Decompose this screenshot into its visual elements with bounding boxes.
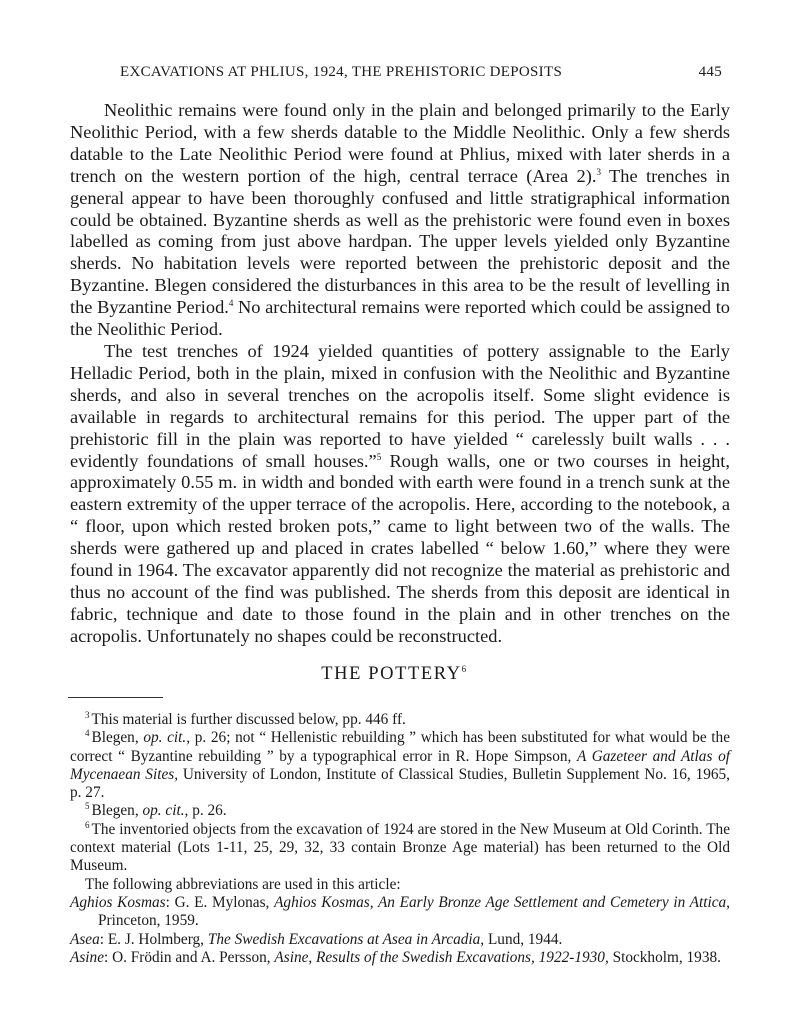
abbreviation-entry [70, 931, 730, 949]
footnote-text: , p. 26; not “ Hellenistic rebuilding ” which has been substituted for what would be the correct “ Byzantine rebuilding ” by a typographical error in R. Hope Simpson, [70, 729, 730, 765]
footnote-italic: A Gazeteer and Atlas of Mycenaean Sites, [70, 747, 730, 783]
footnote-number: 6 [85, 819, 90, 830]
footnote-6 [70, 821, 730, 876]
footnote-number: 3 [85, 709, 90, 720]
abbreviation-title: Aghios Kosmas, An Early Bronze Age Settlement and Cemetery in Attica, [274, 893, 730, 911]
paragraph-text: Rough walls, one or two courses in height, approximately 0.55 m. in width and bonded with earth were found in a trench sunk at the eastern extremity of the upper terrace of the acropolis. Here, according to the notebook, a “ floor, upon which rested broken pots,” came to light between two of the walls. The sherds were gathered up and placed in crates labelled “ below 1.60,” where they were found in 1964. The excavator apparently did not recognize the material as prehistoric and thus no account of the find was published. The sherds from this deposit are identical in fabric, technique and date to those found in the plain and in other trenches on the acropolis. Unfortunately no shapes could be reconstructed. [70, 450, 730, 646]
abbreviation-title: The Swedish Excavations at Asea in Arcadia, [207, 930, 485, 948]
abbreviation-entry [70, 949, 730, 967]
section-heading [0, 664, 789, 685]
footnote-text: , p. 26. [184, 802, 227, 820]
abbreviation-text: : G. E. Mylonas, [165, 893, 275, 911]
abbreviation-text: Princeton, 1959. [98, 912, 199, 930]
footnote-number: 4 [85, 728, 90, 739]
abbreviation-key: Asine [70, 948, 104, 966]
footnote-text: Blegen, [91, 802, 143, 820]
section-heading-text: THE POTTERY [321, 664, 462, 684]
abbreviation-text: Stockholm, 1938. [608, 948, 721, 966]
abbreviation-title: Asine, Results of the Swedish Excavations, 1922-1930, [274, 948, 609, 966]
paragraph-text: Neolithic remains were found only in the plain and belonged primarily to the Early Neolithic Period, with a few sherds datable to the Middle Neolithic. Only a few sherds datable to the Late Neolithic Period were found at Phlius, mixed with later sherds in a trench on the western portion of the high, central terrace (Area 2). [70, 100, 730, 186]
abbreviation-entry [70, 894, 730, 931]
paragraph-text: The trenches in general appear to have been thoroughly confused and little stratigraphical information could be obtained. Byzantine sherds as well as the prehistoric were found even in boxes labelled as coming from just above hardpan. The upper levels yielded only Byzantine sherds. No habitation levels were reported between the prehistoric deposit and the Byzantine. Blegen considered the disturbances in this area to be the result of levelling in the Byzantine Period. [70, 165, 730, 318]
footnote-3 [70, 711, 730, 729]
footnote-italic: op. cit. [143, 729, 187, 747]
page-number: 445 [698, 64, 722, 80]
footnote-text: This material is further discussed below, pp. 446 ff. [91, 711, 406, 728]
footnote-ref-5: 5 [376, 451, 382, 462]
abbreviation-key: Asea [70, 930, 100, 948]
paragraph-neolithic [70, 100, 730, 341]
abbreviations-intro: The following abbreviations are used in this article: [85, 875, 401, 893]
footnote-ref-4: 4 [228, 298, 234, 309]
abbreviation-key: Aghios Kosmas [70, 893, 166, 911]
footnote-italic: op. cit. [142, 802, 185, 820]
footnote-4 [70, 729, 730, 802]
paragraph-text: No architectural remains were reported which could be assigned to the Neolithic Period. [70, 297, 730, 340]
paragraph-text: The test trenches of 1924 yielded quantities of pottery assignable to the Early Helladic Period, both in the plain, mixed in confusion with the Neolithic and Byzantine sherds, and also in several trenches on the acropolis itself. Some slight evidence is available in regards to architectural remains for this period. The upper part of the prehistoric fill in the plain was reported to have yielded “ carelessly built walls . . . evidently foundations of small houses.” [70, 340, 730, 471]
paragraph-early-helladic [70, 341, 730, 648]
footnote-ref-6: 6 [461, 663, 468, 674]
footnote-text: University of London, Institute of Classical Studies, Bulletin Supplement No. 16, 1965, p. 27. [70, 765, 730, 802]
footnote-number: 5 [85, 801, 90, 812]
footnote-5 [70, 802, 730, 820]
abbreviation-text: : O. Frödin and A. Persson, [104, 948, 275, 966]
footnote-text: Blegen, [91, 729, 144, 747]
abbreviation-text: : E. J. Holmberg, [99, 930, 208, 948]
body-text [70, 100, 730, 648]
footnotes [70, 711, 730, 967]
abbreviation-text: Lund, 1944. [484, 930, 563, 948]
footnote-ref-3: 3 [596, 166, 601, 177]
footnote-text: The inventoried objects from the excavation of 1924 are stored in the New Museum at Old Corinth. The context material (Lots 1-11, 25, 29, 32, 33 contain Bronze Age material) has been returned to the Old Museum. [70, 820, 730, 875]
running-title: EXCAVATIONS AT PHLIUS, 1924, THE PREHISTORIC DEPOSITS [120, 64, 563, 80]
footnote-divider [68, 697, 163, 698]
